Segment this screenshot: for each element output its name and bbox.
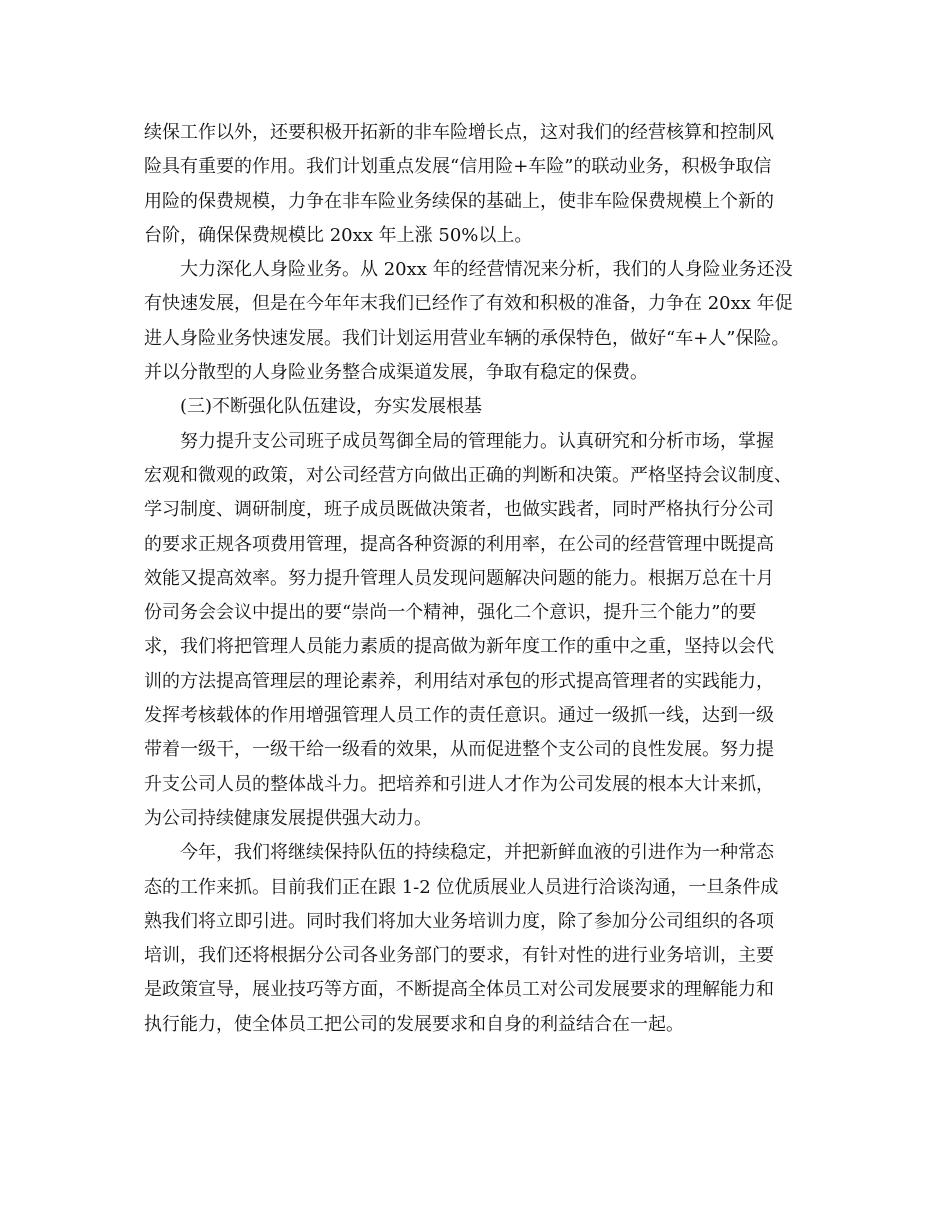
text-line: 求，我们将把管理人员能力素质的提高做为新年度工作的重中之重，坚持以会代 [144, 636, 774, 658]
text-line: 宏观和微观的政策，对公司经营方向做出正确的判断和决策。严格坚持会议制度、 [144, 464, 792, 486]
text-line: 份司务会会议中提出的要“崇尚一个精神，强化二个意识，提升三个能力”的要 [144, 602, 757, 624]
text-line: 险具有重要的作用。我们计划重点发展“信用险+车险”的联动业务，积极争取信 [144, 156, 772, 178]
text-line: 效能又提高效率。努力提升管理人员发现问题解决问题的能力。根据万总在十月 [144, 567, 774, 589]
section-heading: (三)不断强化队伍建设，夯实发展根基 [180, 396, 483, 418]
text-line: 执行能力，使全体员工把公司的发展要求和自身的利益结合在一起。 [144, 1013, 684, 1035]
text-line: 续保工作以外，还要积极开拓新的非车险增长点，这对我们的经营核算和控制风 [144, 122, 774, 143]
document-body [144, 116, 808, 1042]
paragraph-first-line: 今年，我们将继续保持队伍的持续稳定，并把新鲜血液的引进作为一种常态 [180, 842, 774, 864]
paragraph-first-line: 努力提升支公司班子成员驾御全局的管理能力。认真研究和分析市场，掌握 [180, 430, 774, 452]
text-line: 为公司持续健康发展提供强大动力。 [144, 807, 432, 829]
text-line: 的要求正规各项费用管理，提高各种资源的利用率，在公司的经营管理中既提高 [144, 533, 774, 555]
text-line: 态的工作来抓。目前我们正在跟 1-2 位优质展业人员进行洽谈沟通，一旦条件成 [144, 876, 779, 898]
text-line: 台阶，确保保费规模比 20xx 年上涨 50%以上。 [144, 224, 533, 246]
text-line: 有快速发展，但是在今年年末我们已经作了有效和积极的准备，力争在 20xx 年促 [144, 293, 793, 315]
text-line: 升支公司人员的整体战斗力。把培养和引进人才作为公司发展的根本大计来抓， [144, 773, 774, 795]
text-line: 培训，我们还将根据分公司各业务部门的要求，有针对性的进行业务培训，主要 [144, 945, 774, 967]
paragraph-first-line: 大力深化人身险业务。从 20xx 年的经营情况来分析，我们的人身险业务还没 [180, 259, 793, 281]
text-line: 用险的保费规模，力争在非车险业务续保的基础上，使非车险保费规模上个新的 [144, 190, 774, 212]
text-line: 熟我们将立即引进。同时我们将加大业务培训力度，除了参加分公司组织的各项 [144, 910, 774, 932]
text-line: 发挥考核载体的作用增强管理人员工作的责任意识。通过一级抓一线，达到一级 [144, 705, 774, 727]
text-line: 训的方法提高管理层的理论素养，利用结对承包的形式提高管理者的实践能力， [144, 670, 774, 692]
text-line: 进人身险业务快速发展。我们计划运用营业车辆的承保特色，做好“车+人”保险。 [144, 327, 790, 349]
text-line: 带着一级干，一级干给一级看的效果，从而促进整个支公司的良性发展。努力提 [144, 739, 774, 761]
text-line: 是政策宣导，展业技巧等方面，不断提高全体员工对公司发展要求的理解能力和 [144, 979, 774, 1001]
text-line: 并以分散型的人身险业务整合成渠道发展，争取有稳定的保费。 [144, 362, 648, 384]
text-line: 学习制度、调研制度，班子成员既做决策者，也做实践者，同时严格执行分公司 [144, 499, 774, 521]
